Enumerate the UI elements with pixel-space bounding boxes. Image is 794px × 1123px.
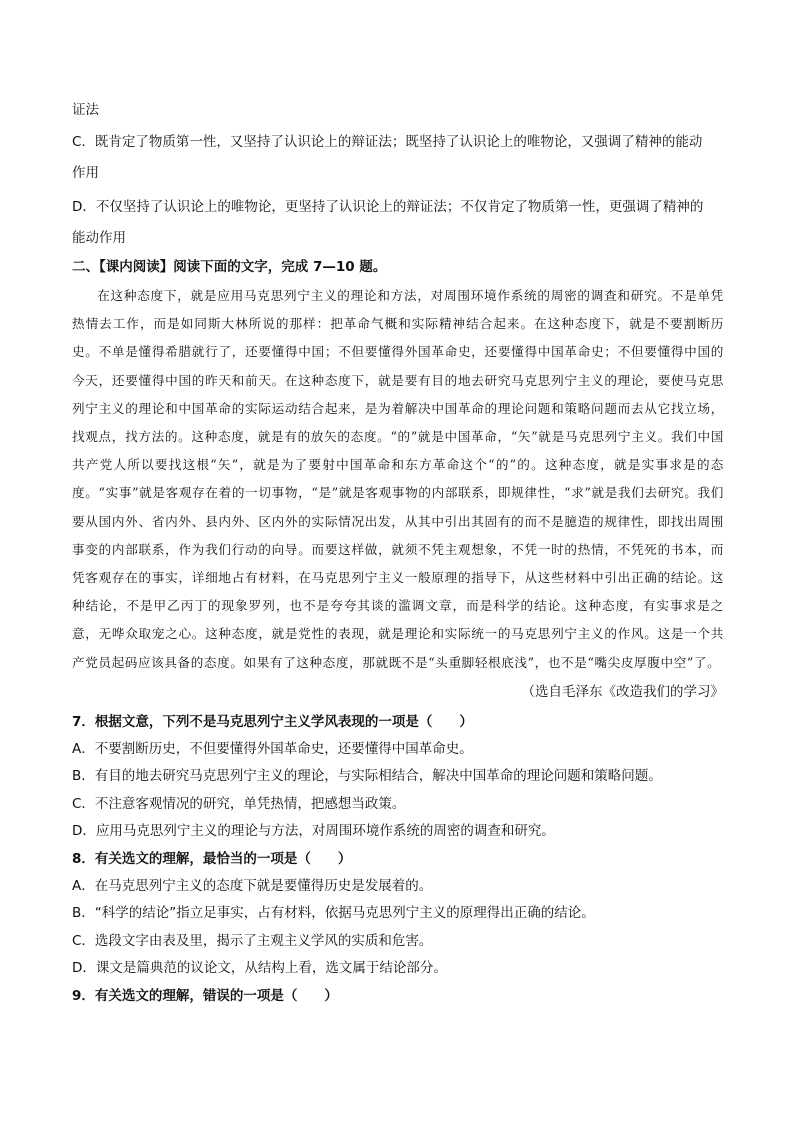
document-page [72, 96, 724, 1010]
question-7-option-a: A．不要割断历史，不但要懂得外国革命史，还要懂得中国革命史。 [72, 740, 473, 757]
question-8-stem: 8．有关选文的理解，最恰当的一项是（ ） [72, 850, 352, 867]
question-8-option-d: D．课文是篇典范的议论文，从结构上看，选文属于结论部分。 [72, 960, 447, 977]
option-c-line-1: C．既肯定了物质第一性，又坚持了认识论上的辩证法；既坚持了认识论上的唯物论，又强调了精神的能动 [72, 134, 703, 150]
question-7-option-c: C．不注意客观情况的研究，单凭热情，把感想当政策。 [72, 795, 406, 812]
question-8-option-a: A．在马克思列宁主义的态度下就是要懂得历史是发展着的。 [72, 877, 433, 894]
reading-passage: 在这种态度下，就是应用马克思列宁主义的理论和方法，对周围环境作系统的周密的调查和研究。不是单凭热情去工作，而是如同斯大林所说的那样：把革命气概和实际精神结合起来。在这种态度下，就是不要割断历史。不单是懂得希腊就行了，还要懂得中国；不但要懂得外国革命史，还要懂得中国革命史；不但要懂得中国的今天，还要懂得中国的昨天和前天。在这种态度下，就是要有目的地去研究马克思列宁主义的理论，要使马克思列宁主义的理论和中国革命的实际运动结合起来，是为着解决中国革命的理论问题和策略问题而去从它找立场，找观点，找方法的。这种态度，就是有的放矢的态度。“的”就是中国革命，“矢”就是马克思列宁主义。我们中国共产党人所以要找这根“矢”，就是为了要射中国革命和东方革命这个“的”的。这种态度，就是实事求是的态度。“实事”就是客观存在着的一切事物，“是”就是客观事物的内部联系，即规律性，“求”就是我们去研究。我们要从国内外、省内外、县内外、区内外的实际情况出发，从其中引出其固有的而不是臆造的规律性，即找出周围事变的内部联系，作为我们行动的向导。而要这样做，就须不凭主观想象，不凭一时的热情，不凭死的书本，而凭客观存在的事实，详细地占有材料，在马克思列宁主义一般原理的指导下，从这些材料中引出正确的结论。这种结论，不是甲乙丙丁的现象罗列，也不是夸夸其谈的滥调文章，而是科学的结论。这种态度，有实事求是之意，无哗众取宠之心。这种态度，就是党性的表现，就是理论和实际统一的马克思列宁主义的作风。这是一个共产党员起码应该具备的态度。如果有了这种态度，那就既不是“头重脚轻根底浅”，也不是“嘴尖皮厚腹中空”了。 [72, 288, 724, 670]
option-c-line-2: 作用 [72, 165, 99, 181]
question-7-stem: 7．根据文意，下列不是马克思列宁主义学风表现的一项是（ ） [72, 713, 473, 730]
question-7-option-b: B．有目的地去研究马克思列宁主义的理论，与实际相结合，解决中国革命的理论问题和策略问题。 [72, 768, 662, 785]
passage-source: （选自毛泽东《改造我们的学习》 [521, 683, 724, 700]
question-7-option-d: D．应用马克思列宁主义的理论与方法，对周围环境作系统的周密的调查和研究。 [72, 823, 555, 840]
section-title: 二、【课内阅读】阅读下面的文字，完成 7—10 题。 [72, 259, 387, 275]
option-d-line-2: 能动作用 [72, 230, 126, 246]
option-b-continuation: 证法 [72, 102, 99, 118]
question-8-option-c: C．选段文字由表及里，揭示了主观主义学风的实质和危害。 [72, 932, 433, 949]
option-d-line-1: D．不仅坚持了认识论上的唯物论，更坚持了认识论上的辩证法；不仅肯定了物质第一性，更强调了精神的 [72, 199, 704, 215]
question-9-stem: 9．有关选文的理解，错误的一项是（ ） [72, 987, 338, 1004]
question-8-option-b: B．“科学的结论”指立足事实，占有材料，依据马克思列宁主义的原理得出正确的结论。 [72, 905, 595, 922]
